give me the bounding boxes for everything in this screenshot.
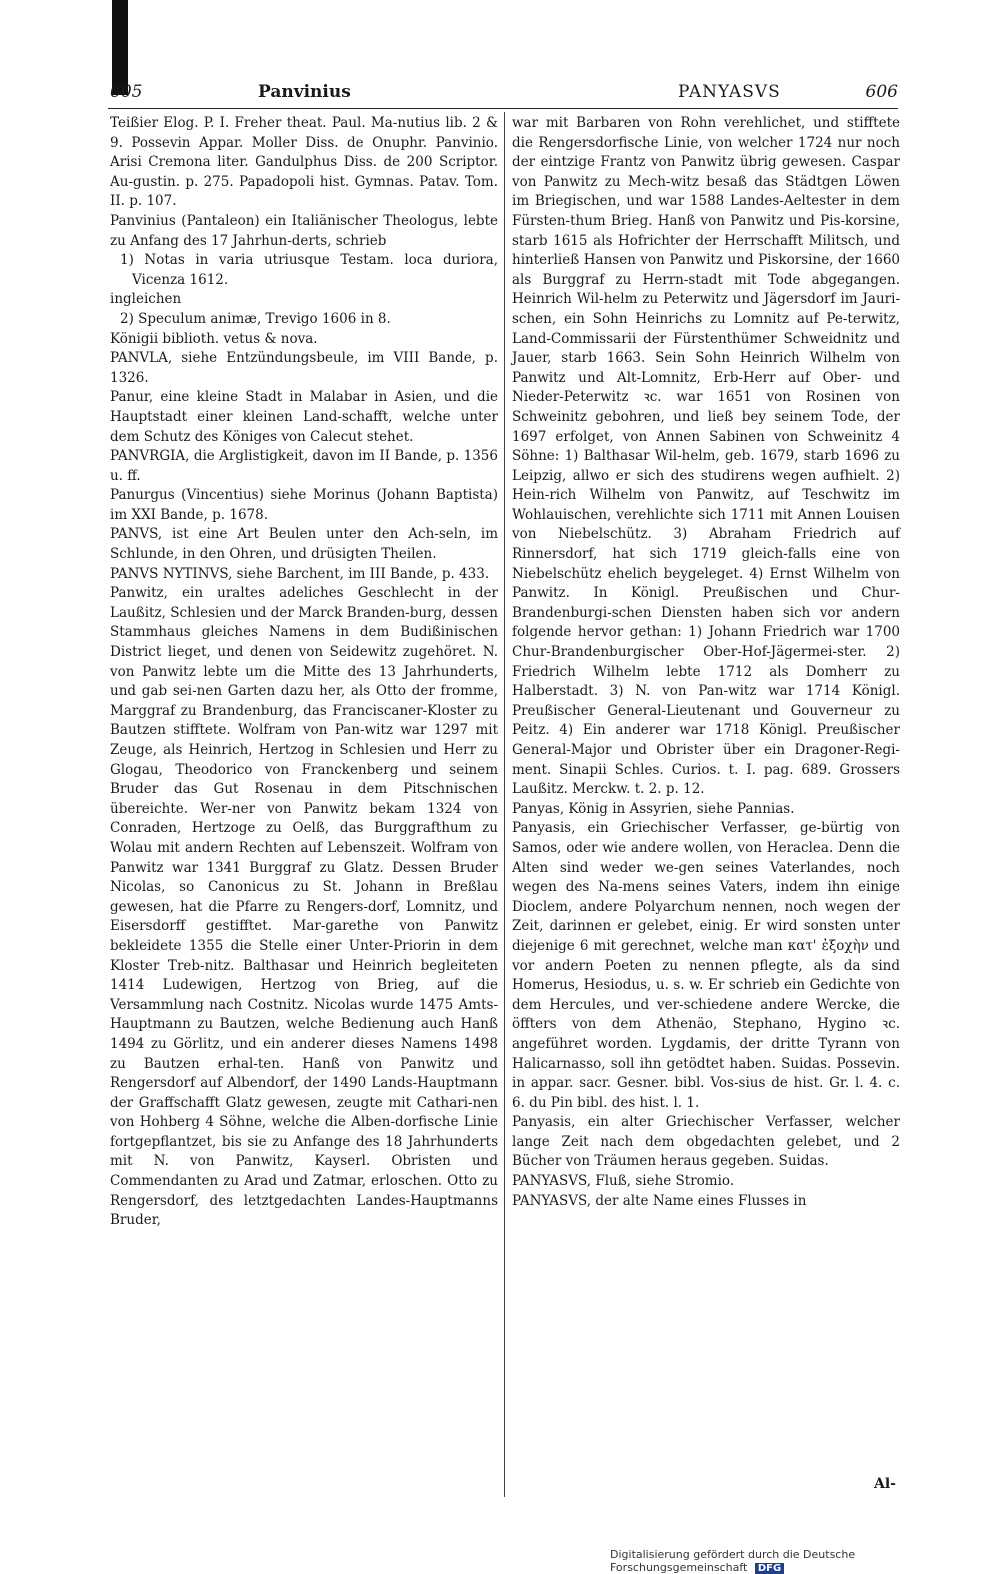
footer [610,1548,990,1574]
dfg-logo: DFG [755,1563,784,1574]
paragraph: Panwitz, ein uraltes adeliches Geschlecht in der Laußitz, Schlesien und der Marck Branden-burg, dessen Stammhaus gleiches Namens in dem Budißinischen District lieget, und denen von Seidewitz zugehöret. N. von Panwitz lebte um die Mitte des 13 Jahrhunderts, und gab sei-nen Garten dazu her, als Otto der fromme, Marggraf zu Brandenburg, das Franciscaner-Kloster zu Bautzen stifftete. Wolfram von Pan-witz war 1297 mit Zeuge, als Heinrich, Hertzog in Schlesien und Herr zu Glogau, Theodorico von Franckenberg und seinem Bruder das Gut Rosenau in dem Pitschnischen übereichte. Wer-ner von Panwitz bekam 1324 von Conraden, Hertzoge zu Oelß, das Burggrafthum zu Wolau mit andern Rechten auf Lebenszeit. Wolfram von Panwitz war 1341 Burggraf zu Glatz. Dessen Bruder Nicolas, so Canonicus zu St. Johann in Breßlau gewesen, hat die Pfarre zu Rengers-dorf, Lomnitz, und Eisersdorff gestifftet. Mar-garethe von Panwitz bekleidete 1355 die Stelle einer Unter-Priorin in dem Kloster Treb-nitz. Balthasar und Heinrich begleiteten 1414 Ludewigen, Hertzog von Brieg, auf die Versammlung nach Costnitz. Nicolas wurde 1475 Amts-Hauptmann zu Bautzen, welche Bedienung auch Hanß 1494 zu Görlitz, und ein anderer dieses Namens 1498 zu Bautzen erhal-ten. Hanß von Panwitz und Rengersdorf auf Albendorf, der 1490 Lands-Hauptmann der Graffschafft Glatz gewesen, zeugte mit Cathari-nen von Hohberg 4 Söhne, welche die Alben-dorfische Linie fortgepflantzet, bis sie zu Anfange des 18 Jahrhunderts mit N. von Panwitz, Kayserl. Obristen und Commendanten zu Arad und Zatmar, erloschen. Otto zu Rengersdorf, des letztgedachten Landes-Hauptmanns Bruder, [110,585,498,1229]
paragraph: Teißier Elog. P. I. Freher theat. Paul. Ma-nutius lib. 2 & 9. Possevin Appar. Moller Diss. de Onuphr. Panvinio. Arisi Cremona liter. Gandulphus Diss. de 200 Scriptor. Au-gustin. p. 275. Papadopoli hist. Gymnas. Patav. Tom. II. p. 107. [110,115,498,210]
paragraph: Panur, eine kleine Stadt in Malabar in Asien, und die Hauptstadt einer kleinen Land-schafft, welche unter dem Schutz des Königes von Calecut stehet. [110,389,498,445]
page-header [108,78,898,106]
column-divider [504,112,505,1497]
catchword: Al- [874,1476,896,1492]
paragraph: Panvinius (Pantaleon) ein Italiänischer Theologus, lebte zu Anfang des 17 Jahrhun-derts, schrieb [110,212,498,249]
paragraph: Panyasis, ein alter Griechischer Verfasser, welcher lange Zeit nach dem obgedachten gelebet, und 2 Bücher von Träumen heraus gegeben. Suidas. [512,1114,900,1170]
paragraph: PANVRGIA, die Arglistigkeit, davon im II Bande, p. 1356 u. ff. [110,448,498,484]
paragraph: 2) Speculum animæ, Trevigo 1606 in 8. [120,310,391,327]
paragraph: PANYASVS, Fluß, siehe Stromio. [512,1173,735,1190]
footer-text: Digitalisierung gefördert durch die Deutsche Forschungsgemeinschaft [610,1548,856,1574]
paragraph: Panurgus (Vincentius) siehe Morinus (Johann Baptista) im XXI Bande, p. 1678. [110,487,498,523]
paragraph: war mit Barbaren von Rohn verehlichet, und stifftete die Rengersdorfische Linie, von welcher 1724 nur noch der eintzige Frantz von Panwitz übrig gewesen. Caspar von Panwitz zu Mech-witz besaß das Städtgen Löwen im Briegischen, und war 1588 Landes-Aeltester in dem Fürsten-thum Brieg. Hanß von Panwitz und Pis-korsine, starb 1615 als Hofrichter der Herrschafft Militsch, und hinterließ Hansen von Panwitz und Piskorsine, der 1660 als Burggraf zu Herrn-stadt mit Tode abgegangen. Heinrich Wil-helm zu Peterwitz und Jägersdorf im Jauri-schen, ein Sohn Heinrichs zu Lomnitz auf Pe-terwitz, Land-Commissarii der Fürstenthümer Schweidnitz und Jauer, starb 1663. Sein Sohn Heinrich Wilhelm von Panwitz und Alt-Lomnitz, Erb-Herr auf Ober- und Nieder-Peterwitz ꝛc. war 1651 von Rosinen von Schweinitz gebohren, und ließ bey seinem Tode, der 1697 erfolget, von Annen Sabinen von Schweinitz 4 Söhne: 1) Balthasar Wil-helm, geb. 1679, starb 1696 zu Leipzig, allwo er sich des studirens wegen aufhielt. 2) Hein-rich Wilhelm von Panwitz, auf Teschwitz im Wohlauischen, verehlichte sich 1711 mit Annen Louisen von Niebelschütz. 3) Abraham Friedrich auf Rinnersdorf, hat sich 1719 gleich-falls eine von Niebelschütz ehelich beygeleget. 4) Ernst Wilhelm von Panwitz. In Königl. Preußischen und Chur-Brandenburgi-schen Diensten haben sich vor andern folgende hervor gethan: 1) Johann Friedrich war 1700 Chur-Brandenburgischer Ober-Hof-Jägermei-ster. 2) Friedrich Wilhelm lebte 1712 als Domherr zu Halberstadt. 3) N. von Pan-witz war 1714 Königl. Preußischer General-Lieutenant und Gouverneur zu Peitz. 4) Ein anderer war 1718 Königl. Preußischer General-Major und Obrister über ein Dragoner-Regi-ment. Sinapii Schles. Curios. t. I. pag. 689. Grossers Laußitz. Merckw. t. 2. p. 12. [512,115,900,798]
paragraph: PANYASVS, der alte Name eines Flusses in [512,1192,807,1209]
paragraph: ingleichen [110,291,182,308]
left-column [110,114,498,1231]
paragraph: Königii biblioth. vetus & nova. [110,330,318,347]
header-rule [108,108,898,109]
paragraph: PANVLA, siehe Entzündungsbeule, im VIII Bande, p. 1326. [110,350,498,386]
running-title-left: Panvinius [258,82,351,102]
paragraph: Panyas, König in Assyrien, siehe Pannias. [512,800,795,817]
right-column [512,114,900,1211]
paragraph: Panyasis, ein Griechischer Verfasser, ge-bürtig von Samos, oder wie andere wollen, von Heraclea. Denn die Alten sind weder we-gen seines Vaterlandes, noch wegen des Na-mens seines Vaters, indem ihn einige Dioclem, andere Polyarchum nennen, noch wegen der Zeit, darinnen er gelebet, einig. Er wird sonsten unter diejenige 6 mit gerechnet, welche man κατ' ἐξοχὴν und vor andern Poeten zu nennen pflegte, als da sind Homerus, Hesiodus, u. s. w. Er schrieb ein Gedichte von dem Hercules, und ver-schiedene andere Wercke, die öffters von dem Athenäo, Stephano, Hygino ꝛc. angeführet worden. Lygdamis, der dritte Tyrann von Halicarnasso, soll ihn getödtet haben. Suidas. Possevin. in appar. sacr. Gesner. bibl. Vos-sius de hist. Gr. l. 4. c. 6. du Pin bibl. des hist. l. 1. [512,820,900,1111]
paragraph: PANVS, ist eine Art Beulen unter den Ach-seln, im Schlunde, in den Ohren, und drüsigten Theilen. [110,526,498,563]
page-number-right: 606 [865,82,898,102]
paragraph: PANVS NYTINVS, siehe Barchent, im III Bande, p. 433. [110,565,490,582]
paragraph: 1) Notas in varia utriusque Testam. loca duriora, Vicenza 1612. [120,252,498,288]
page [108,78,898,1498]
running-title-right: PANYASVS [678,82,781,102]
page-number-left: 605 [110,82,143,102]
